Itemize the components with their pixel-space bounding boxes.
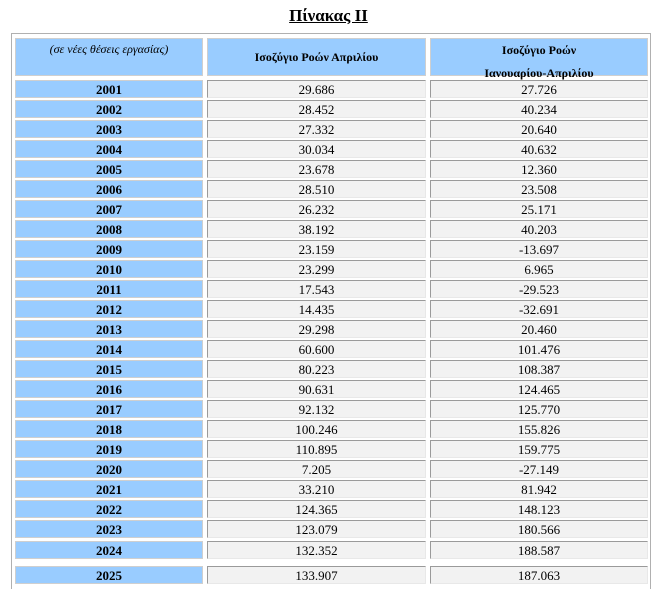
table-row bbox=[12, 480, 652, 498]
jan-apr-balance-cell: 101.476 bbox=[430, 340, 648, 358]
april-balance-cell: 23.299 bbox=[207, 260, 426, 278]
table-row bbox=[12, 300, 652, 318]
jan-apr-balance-cell: 40.203 bbox=[430, 220, 648, 238]
april-balance-cell: 80.223 bbox=[207, 360, 426, 378]
table-row bbox=[12, 180, 652, 198]
jan-apr-balance-cell: 159.775 bbox=[430, 440, 648, 458]
table-title: Πίνακας ΙΙ bbox=[289, 6, 368, 25]
jan-apr-balance-cell: 20.460 bbox=[430, 320, 648, 338]
year-cell: 2025 bbox=[15, 566, 203, 584]
year-cell: 2007 bbox=[15, 200, 203, 218]
april-balance-cell: 123.079 bbox=[207, 520, 426, 538]
year-cell: 2020 bbox=[15, 460, 203, 478]
jan-apr-balance-header bbox=[430, 38, 648, 80]
jan-apr-balance-cell: 180.566 bbox=[430, 520, 648, 538]
year-cell: 2011 bbox=[15, 280, 203, 298]
year-cell: 2003 bbox=[15, 120, 203, 138]
april-balance-header: Ισοζύγιο Ροών Απριλίου bbox=[207, 38, 426, 76]
april-balance-cell: 23.159 bbox=[207, 240, 426, 258]
year-cell: 2014 bbox=[15, 340, 203, 358]
jan-apr-balance-cell: 108.387 bbox=[430, 360, 648, 378]
year-cell: 2016 bbox=[15, 380, 203, 398]
jan-apr-balance-cell: -32.691 bbox=[430, 300, 648, 318]
table-row bbox=[12, 460, 652, 478]
jan-apr-balance-cell: 155.826 bbox=[430, 420, 648, 438]
april-balance-cell: 17.543 bbox=[207, 280, 426, 298]
data-table bbox=[11, 33, 651, 589]
april-balance-cell: 29.298 bbox=[207, 320, 426, 338]
jan-apr-balance-cell: 187.063 bbox=[430, 566, 648, 584]
table-row bbox=[12, 220, 652, 238]
year-cell: 2006 bbox=[15, 180, 203, 198]
april-balance-cell: 133.907 bbox=[207, 566, 426, 584]
table-row bbox=[12, 380, 652, 398]
april-balance-cell: 26.232 bbox=[207, 200, 426, 218]
year-cell: 2009 bbox=[15, 240, 203, 258]
table-row bbox=[12, 400, 652, 418]
table-row bbox=[12, 340, 652, 358]
table-row bbox=[12, 280, 652, 298]
table-row bbox=[12, 160, 652, 178]
year-cell: 2019 bbox=[15, 440, 203, 458]
table-row bbox=[12, 320, 652, 338]
jan-apr-balance-cell: 6.965 bbox=[430, 260, 648, 278]
april-balance-cell: 33.210 bbox=[207, 480, 426, 498]
table-row bbox=[12, 140, 652, 158]
table-row bbox=[12, 360, 652, 378]
table-row bbox=[12, 200, 652, 218]
year-cell: 2013 bbox=[15, 320, 203, 338]
april-balance-cell: 30.034 bbox=[207, 140, 426, 158]
table-row bbox=[12, 240, 652, 258]
table-row bbox=[12, 420, 652, 438]
jan-apr-balance-cell: 27.726 bbox=[430, 80, 648, 98]
april-balance-cell: 27.332 bbox=[207, 120, 426, 138]
jan-apr-balance-cell: 40.234 bbox=[430, 100, 648, 118]
april-balance-cell: 60.600 bbox=[207, 340, 426, 358]
jan-apr-balance-cell: 40.632 bbox=[430, 140, 648, 158]
year-cell: 2024 bbox=[15, 541, 203, 559]
year-cell: 2023 bbox=[15, 520, 203, 538]
year-cell: 2017 bbox=[15, 400, 203, 418]
april-balance-cell: 29.686 bbox=[207, 80, 426, 98]
jan-apr-balance-cell: -29.523 bbox=[430, 280, 648, 298]
jan-apr-balance-cell: 81.942 bbox=[430, 480, 648, 498]
april-balance-cell: 124.365 bbox=[207, 500, 426, 518]
jan-apr-balance-cell: 20.640 bbox=[430, 120, 648, 138]
jan-apr-balance-cell: 23.508 bbox=[430, 180, 648, 198]
table-row bbox=[12, 100, 652, 118]
unit-note-header: (σε νέες θέσεις εργασίας) bbox=[15, 38, 203, 76]
april-balance-cell: 7.205 bbox=[207, 460, 426, 478]
year-cell: 2008 bbox=[15, 220, 203, 238]
year-cell: 2001 bbox=[15, 80, 203, 98]
april-balance-cell: 132.352 bbox=[207, 541, 426, 559]
april-balance-cell: 23.678 bbox=[207, 160, 426, 178]
table-row bbox=[12, 260, 652, 278]
year-cell: 2015 bbox=[15, 360, 203, 378]
year-cell: 2018 bbox=[15, 420, 203, 438]
april-balance-cell: 92.132 bbox=[207, 400, 426, 418]
year-cell: 2012 bbox=[15, 300, 203, 318]
april-balance-cell: 28.510 bbox=[207, 180, 426, 198]
table-row bbox=[12, 566, 652, 584]
jan-apr-balance-cell: 125.770 bbox=[430, 400, 648, 418]
jan-apr-balance-cell: 188.587 bbox=[430, 541, 648, 559]
jan-apr-header-line1: Ισοζύγιο Ροών bbox=[501, 43, 577, 57]
table-row bbox=[12, 541, 652, 559]
jan-apr-balance-cell: 12.360 bbox=[430, 160, 648, 178]
year-cell: 2021 bbox=[15, 480, 203, 498]
april-balance-cell: 14.435 bbox=[207, 300, 426, 318]
year-cell: 2005 bbox=[15, 160, 203, 178]
april-balance-cell: 38.192 bbox=[207, 220, 426, 238]
table-row bbox=[12, 120, 652, 138]
year-cell: 2002 bbox=[15, 100, 203, 118]
jan-apr-header-line2: Ιανουαρίου-Απριλίου bbox=[484, 66, 594, 80]
april-balance-cell: 28.452 bbox=[207, 100, 426, 118]
table-row bbox=[12, 80, 652, 98]
year-cell: 2010 bbox=[15, 260, 203, 278]
jan-apr-balance-cell: -27.149 bbox=[430, 460, 648, 478]
april-balance-cell: 110.895 bbox=[207, 440, 426, 458]
table-row bbox=[12, 500, 652, 518]
table-row bbox=[12, 440, 652, 458]
april-balance-cell: 90.631 bbox=[207, 380, 426, 398]
jan-apr-balance-cell: 124.465 bbox=[430, 380, 648, 398]
april-balance-cell: 100.246 bbox=[207, 420, 426, 438]
table-row bbox=[12, 520, 652, 538]
jan-apr-balance-cell: -13.697 bbox=[430, 240, 648, 258]
year-cell: 2004 bbox=[15, 140, 203, 158]
year-cell: 2022 bbox=[15, 500, 203, 518]
jan-apr-balance-cell: 25.171 bbox=[430, 200, 648, 218]
jan-apr-balance-cell: 148.123 bbox=[430, 500, 648, 518]
